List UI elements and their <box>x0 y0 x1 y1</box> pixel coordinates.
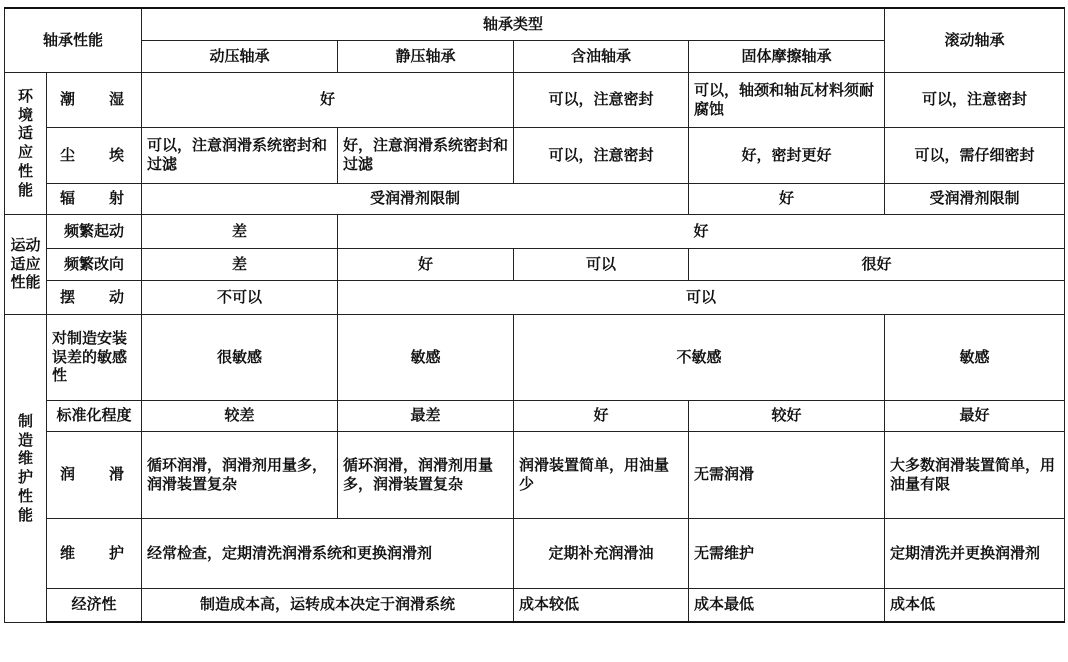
header-hydrodynamic: 动压轴承 <box>142 40 338 72</box>
cell-lube-rolling: 大多数润滑装置简单，用油量有限 <box>885 431 1065 518</box>
row-label-maintenance-text <box>52 544 136 563</box>
row-label-swing <box>47 280 142 314</box>
radiation-label-char-2: 射 <box>109 189 125 208</box>
cell-std-hydrostatic: 最差 <box>338 400 514 431</box>
cell-reverse-hydrodynamic: 差 <box>142 248 338 280</box>
cell-dust-oil: 可以，注意密封 <box>514 127 689 183</box>
table-row-error-sensitivity <box>5 314 1065 400</box>
cell-maint-oil: 定期补充润滑油 <box>514 518 689 588</box>
cell-radiation-solid: 好 <box>689 183 885 214</box>
cell-start-others: 好 <box>338 214 1065 248</box>
cell-lube-solid: 无需润滑 <box>689 431 885 518</box>
cell-std-solid: 较好 <box>689 400 885 431</box>
lubrication-label: 润 <box>60 465 76 484</box>
row-label-error-sensitivity: 对制造安装误差的敏感性 <box>47 314 142 400</box>
cell-std-oil: 好 <box>514 400 689 431</box>
cell-reverse-solid-rolling: 很好 <box>689 248 1065 280</box>
dust-label: 尘 <box>60 145 76 164</box>
swing-label: 摆 <box>60 287 76 306</box>
header-performance: 轴承性能 <box>5 8 142 72</box>
group-environment <box>5 72 47 214</box>
radiation-label: 辐 <box>60 189 76 208</box>
group-motion <box>5 214 47 314</box>
cell-error-rolling: 敏感 <box>885 314 1065 400</box>
table-row-maintenance <box>5 518 1065 588</box>
row-label-lubrication <box>47 431 142 518</box>
cell-humidity-rolling: 可以，注意密封 <box>885 72 1065 127</box>
row-label-dust <box>47 127 142 183</box>
bearing-comparison-table <box>4 7 1065 623</box>
swing-label-char-2: 动 <box>109 287 125 306</box>
cell-std-rolling: 最好 <box>885 400 1065 431</box>
cell-maint-solid: 无需维护 <box>689 518 885 588</box>
cell-reverse-hydrostatic: 好 <box>338 248 514 280</box>
row-label-frequent-reverse: 频繁改向 <box>47 248 142 280</box>
row-label-maintenance <box>47 518 142 588</box>
cell-lube-oil: 润滑装置简单，用油量少 <box>514 431 689 518</box>
cell-radiation-rolling: 受润滑剂限制 <box>885 183 1065 214</box>
table-row-humidity <box>5 72 1065 127</box>
header-oil-impregnated: 含油轴承 <box>514 40 689 72</box>
cell-eco-fluid: 制造成本高，运转成本决定于润滑系统 <box>142 588 514 622</box>
cell-humidity-solid: 可以，轴颈和轴瓦材料须耐腐蚀 <box>689 72 885 127</box>
cell-error-hydrostatic: 敏感 <box>338 314 514 400</box>
lubrication-label-char-2: 滑 <box>109 465 125 484</box>
cell-radiation-lubricated: 受润滑剂限制 <box>142 183 689 214</box>
row-label-dust-text <box>52 146 136 165</box>
table-row-frequent-start <box>5 214 1065 248</box>
cell-dust-hydrostatic: 好，注意润滑系统密封和过滤 <box>338 127 514 183</box>
humidity-label: 潮 <box>60 90 76 109</box>
maintenance-label: 维 <box>60 543 76 562</box>
header-row-1 <box>5 8 1065 40</box>
row-label-frequent-start: 频繁起动 <box>47 214 142 248</box>
table-row-standardization <box>5 400 1065 431</box>
group-manufacturing-label: 制造维护性能 <box>17 411 33 524</box>
row-label-standardization: 标准化程度 <box>47 400 142 431</box>
cell-dust-rolling: 可以，需仔细密封 <box>885 127 1065 183</box>
dust-label-char-2: 埃 <box>109 145 125 164</box>
cell-dust-solid: 好，密封更好 <box>689 127 885 183</box>
table-row-radiation <box>5 183 1065 214</box>
header-solid-friction: 固体摩擦轴承 <box>689 40 885 72</box>
cell-start-hydrodynamic: 差 <box>142 214 338 248</box>
row-label-economy: 经济性 <box>47 588 142 622</box>
group-environment-label: 环境适应性能 <box>17 86 33 199</box>
header-rolling-bearing: 滚动轴承 <box>885 8 1065 72</box>
cell-humidity-fluid: 好 <box>142 72 514 127</box>
cell-lube-hydrodynamic: 循环润滑，润滑剂用量多，润滑装置复杂 <box>142 431 338 518</box>
row-label-radiation <box>47 183 142 214</box>
cell-error-hydrodynamic: 很敏感 <box>142 314 338 400</box>
table-row-lubrication <box>5 431 1065 518</box>
header-bearing-type: 轴承类型 <box>142 8 885 40</box>
row-label-swing-text <box>52 288 136 307</box>
group-motion-label: 运动适应性能 <box>10 235 41 292</box>
cell-reverse-oil: 可以 <box>514 248 689 280</box>
cell-std-hydrodynamic: 较差 <box>142 400 338 431</box>
cell-swing-hydrodynamic: 不可以 <box>142 280 338 314</box>
humidity-label-char-2: 湿 <box>109 90 125 109</box>
header-hydrostatic: 静压轴承 <box>338 40 514 72</box>
maintenance-label-char-2: 护 <box>109 543 125 562</box>
cell-humidity-oil: 可以，注意密封 <box>514 72 689 127</box>
table-row-frequent-reverse <box>5 248 1065 280</box>
table-row-dust <box>5 127 1065 183</box>
cell-eco-solid: 成本最低 <box>689 588 885 622</box>
cell-maint-fluid: 经常检查，定期清洗润滑系统和更换润滑剂 <box>142 518 514 588</box>
cell-maint-rolling: 定期清洗并更换润滑剂 <box>885 518 1065 588</box>
cell-swing-others: 可以 <box>338 280 1065 314</box>
group-manufacturing <box>5 314 47 622</box>
cell-error-oil-solid: 不敏感 <box>514 314 885 400</box>
cell-eco-rolling: 成本低 <box>885 588 1065 622</box>
row-label-lubrication-text <box>52 465 136 484</box>
cell-dust-hydrodynamic: 可以，注意润滑系统密封和过滤 <box>142 127 338 183</box>
table-row-swing <box>5 280 1065 314</box>
row-label-humidity <box>47 72 142 127</box>
table-row-economy <box>5 588 1065 622</box>
cell-eco-oil: 成本较低 <box>514 588 689 622</box>
row-label-radiation-text <box>52 189 136 208</box>
row-label-humidity-text <box>52 90 136 109</box>
cell-lube-hydrostatic: 循环润滑，润滑剂用量多，润滑装置复杂 <box>338 431 514 518</box>
